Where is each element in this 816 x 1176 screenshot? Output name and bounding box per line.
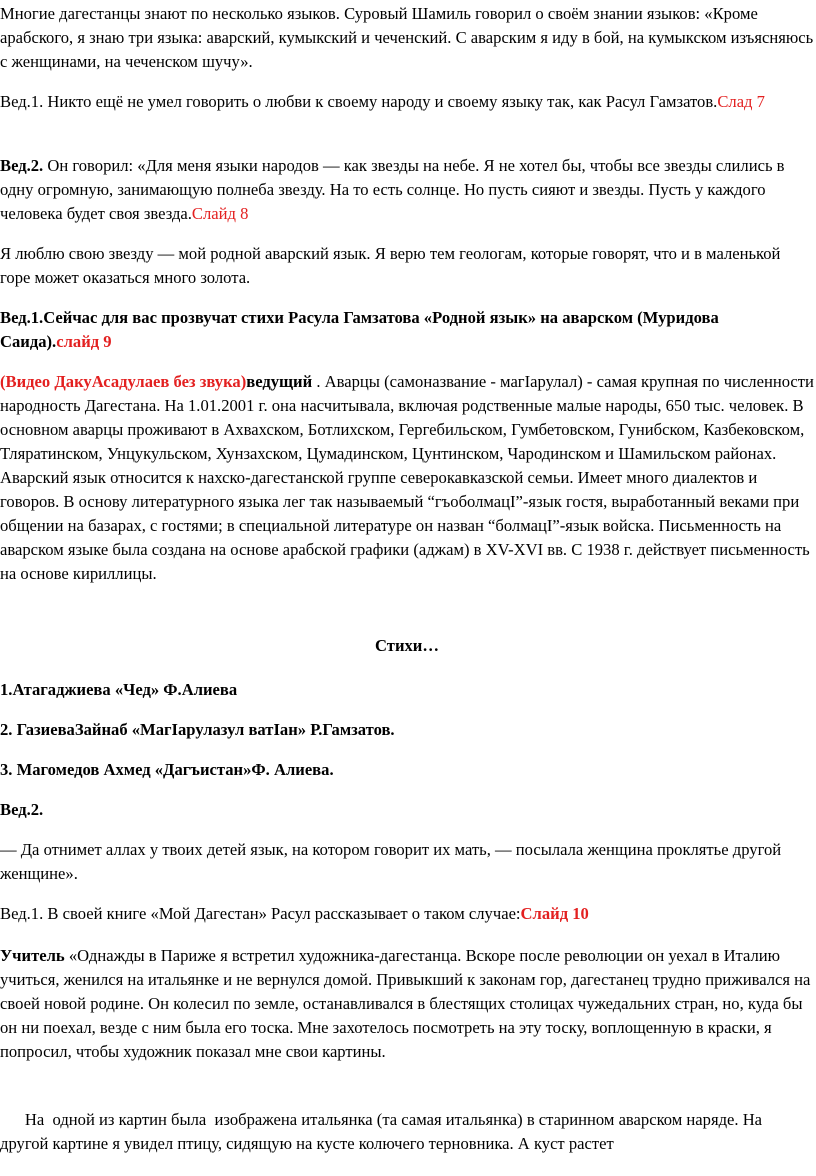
slide-marker-8: Слайд 8 [191,204,249,223]
paragraph-text: Вед.1.Сейчас для вас прозвучат стихи Расула Гамзатова «Родной язык» на аварском (Муридова Саида). [0,308,719,351]
slide-marker-9: слайд 9 [56,332,112,351]
poem-item: 1.Атагаджиева «Чед» Ф.Алиева [0,680,238,699]
paragraph-text: Вед.1. Никто ещё не умел говорить о любви к своему народу и своему языку так, как Расул Гамзатов. [0,92,718,111]
paragraph-ved1-poems-intro [0,306,814,354]
speaker-label-ved2: Вед.2. [0,800,44,819]
paragraph-ved1-gamzatov [0,90,814,114]
paragraph-ved2-stars [0,154,814,226]
paragraph-paintings: На одной из картин была изображена итальянка (та самая итальянка) в старинном аварском наряде. На другой картине я увидел птицу, сидящую на кусте колючего терновника. А куст растет [0,1110,767,1153]
slide-marker-10: Слайд 10 [520,904,589,923]
paragraph-curse: — Да отнимет аллах у твоих детей язык, на котором говорит их мать, — посылала женщина проклятье другой женщине». [0,840,782,883]
paragraph-text: Вед.1. В своей книге «Мой Дагестан» Расул рассказывает о таком случае: [0,904,521,923]
paragraph-my-star: Я люблю свою звезду — мой родной аварский язык. Я верю тем геологам, которые говорят, что и в маленькой горе может оказаться много золота. [0,244,781,287]
paragraph-teacher-story [0,944,814,1064]
video-note: (Видео ДакуАсадулаев без звука) [0,372,247,391]
paragraph-text: . Аварцы (самоназвание - магIарулал) - самая крупная по численности народность Дагестана. На 1.01.2001 г. она насчитывала, включая родственные малые народы, 650 тыс. человек. В основном аварцы проживают в Ахвахском, Ботлихском, Гергебильском, Гумбетовском, Гунибском, Казбековском, Тляратинском, Унцукульском, Хунзахском, Цумадинском, Цунтинском, Чародинском и Шамильском районах. Аварский язык относится к нахско-дагестанской группе северокавказской семьи. Имеет много диалектов и говоров. В основу литературного языка лег так называемый “гъоболмацI”-язык гостя, выработанный веками при общении на базарах, с гостями; в специальной литературе он назван “болмацI”-язык войска. Письменность на аварском языке была создана на основе арабской графики (аджам) в XV-XVI вв. С 1938 г. действует письменность на основе кириллицы. [0,372,814,583]
paragraph-text: Он говорил: «Для меня языки народов — как звезды на небе. Я не хотел бы, чтобы все звезды слились в одну огромную, занимающую полнеба звезду. На то есть солнце. Но пусть сияют и звезды. Пусть у каждого человека будет своя звезда. [0,156,785,223]
poem-item: 2. ГазиеваЗайнаб «МагIарулазул ватIан» Р.Гамзатов. [0,720,395,739]
paragraph-avars-info [0,370,814,586]
speaker-label: Вед.2. [0,156,44,175]
paragraph-shamil-languages: Многие дагестанцы знают по несколько языков. Суровый Шамиль говорил о своём знании языков: «Кроме арабского, я знаю три языка: аварский, кумыкский и чеченский. С аварским я иду в бой, на кумыкском изъясняюсь с женщинами, на чеченском шучу». [0,4,814,71]
paragraph-text: «Однажды в Париже я встретил художника-дагестанца. Вскоре после революции он уехал в Италию учиться, женился на итальянке и не вернулся домой. Привыкший к законам гор, дагестанец трудно приживался на своей новой родине. Он колесил по земле, останавливался в блестящих столицах чужедальних стран, но, куда бы он ни поехал, везде с ним была его тоска. Мне захотелось посмотреть на эту тоску, воплощенную в краски, я попросил, чтобы художник показал мне свои картины. [0,946,811,1061]
section-heading-poems: Стихи… [375,636,439,655]
speaker-label: ведущий [246,372,313,391]
paragraph-ved1-book [0,902,814,926]
poem-item: 3. Магомедов Ахмед «Дагъистан»Ф. Алиева. [0,760,334,779]
speaker-label: Учитель [0,946,65,965]
slide-marker-7: Слад 7 [717,92,765,111]
